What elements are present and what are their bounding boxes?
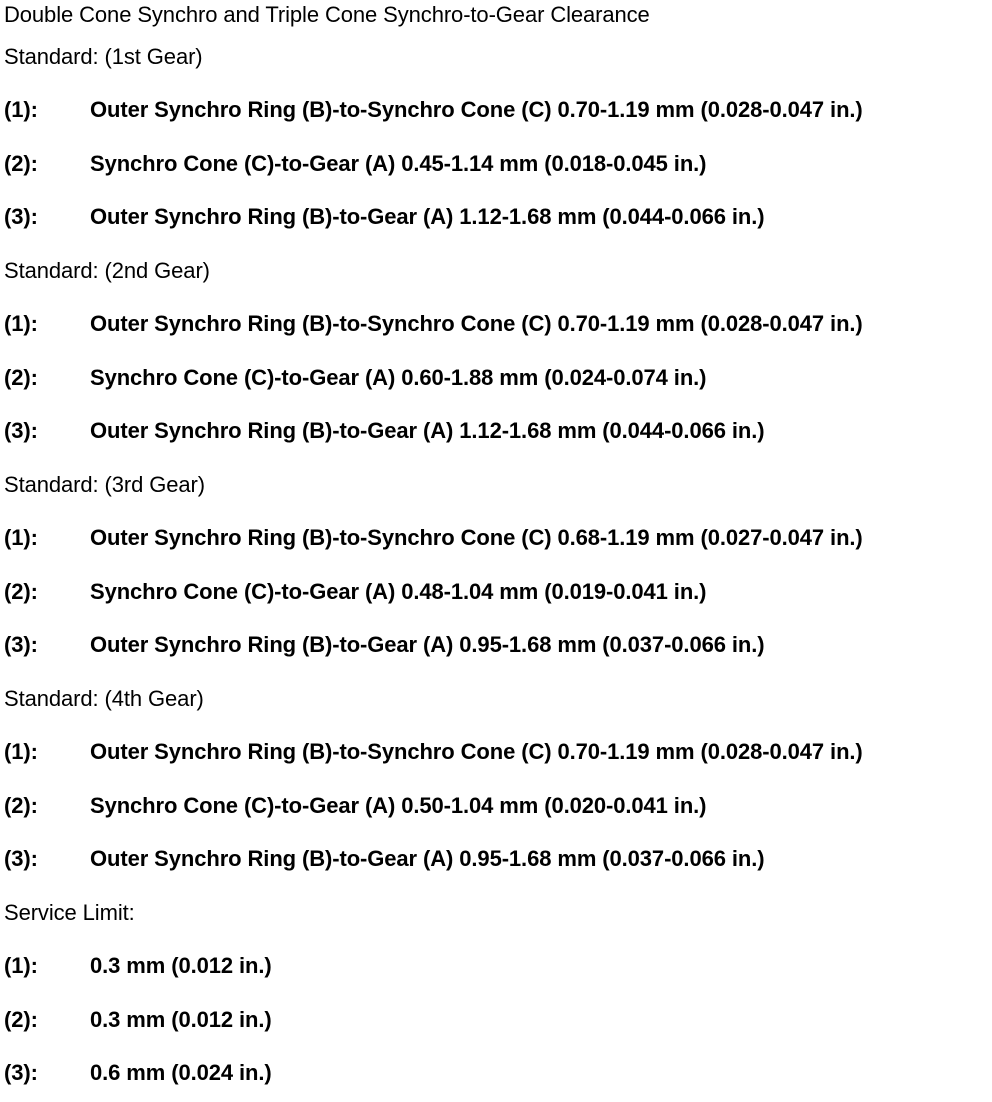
spec-item — [4, 565, 988, 619]
spec-item — [4, 512, 988, 566]
item-label: Synchro Cone (C)-to-Gear (A) — [90, 364, 396, 390]
item-label: Outer Synchro Ring (B)-to-Gear (A) — [90, 204, 454, 230]
item-value: 1.12-1.68 mm (0.044-0.066 in.) — [459, 204, 765, 230]
spec-item — [4, 298, 988, 352]
item-label: Outer Synchro Ring (B)-to-Gear (A) — [90, 418, 454, 444]
item-number: (1): — [4, 739, 38, 765]
item-number: (1): — [4, 953, 38, 979]
item-value: 0.48-1.04 mm (0.019-0.041 in.) — [401, 578, 707, 604]
spec-item — [4, 84, 988, 138]
item-number: (2): — [4, 150, 38, 176]
item-value: 0.60-1.88 mm (0.024-0.074 in.) — [401, 364, 707, 390]
item-number: (2): — [4, 364, 38, 390]
item-value: 1.12-1.68 mm (0.044-0.066 in.) — [459, 418, 765, 444]
item-value: 0.45-1.14 mm (0.018-0.045 in.) — [401, 150, 707, 176]
item-label: Outer Synchro Ring (B)-to-Synchro Cone (C) — [90, 739, 552, 765]
item-number: (3): — [4, 846, 38, 872]
section-heading-3rd-gear: Standard: (3rd Gear) — [4, 471, 205, 497]
item-label: Outer Synchro Ring (B)-to-Synchro Cone (C) — [90, 525, 552, 551]
item-label: Outer Synchro Ring (B)-to-Synchro Cone (C) — [90, 311, 552, 337]
section-heading-4th-gear: Standard: (4th Gear) — [4, 685, 204, 711]
item-value: 0.70-1.19 mm (0.028-0.047 in.) — [557, 97, 863, 123]
spec-item — [4, 726, 988, 780]
item-number: (2): — [4, 792, 38, 818]
spec-document — [4, 0, 988, 1100]
item-number: (1): — [4, 97, 38, 123]
item-number: (3): — [4, 632, 38, 658]
spec-item — [4, 940, 988, 994]
item-value: 0.68-1.19 mm (0.027-0.047 in.) — [557, 525, 863, 551]
item-number: (3): — [4, 204, 38, 230]
spec-item — [4, 405, 988, 459]
document-title: Double Cone Synchro and Triple Cone Synchro-to-Gear Clearance — [4, 2, 650, 27]
item-number: (1): — [4, 525, 38, 551]
spec-item — [4, 833, 988, 887]
spec-item — [4, 993, 988, 1047]
item-value: 0.50-1.04 mm (0.020-0.041 in.) — [401, 792, 707, 818]
spec-item — [4, 619, 988, 673]
item-number: (3): — [4, 418, 38, 444]
item-value: 0.3 mm (0.012 in.) — [90, 1006, 272, 1032]
item-number: (2): — [4, 578, 38, 604]
item-number: (3): — [4, 1060, 38, 1086]
item-value: 0.3 mm (0.012 in.) — [90, 953, 272, 979]
spec-item — [4, 351, 988, 405]
item-value: 0.6 mm (0.024 in.) — [90, 1060, 272, 1086]
section-heading-1st-gear: Standard: (1st Gear) — [4, 43, 203, 69]
item-value: 0.95-1.68 mm (0.037-0.066 in.) — [459, 632, 765, 658]
item-value: 0.95-1.68 mm (0.037-0.066 in.) — [459, 846, 765, 872]
item-number: (1): — [4, 311, 38, 337]
item-label: Outer Synchro Ring (B)-to-Gear (A) — [90, 846, 454, 872]
item-value: 0.70-1.19 mm (0.028-0.047 in.) — [557, 739, 863, 765]
spec-item — [4, 1047, 988, 1101]
spec-item — [4, 191, 988, 245]
item-label: Outer Synchro Ring (B)-to-Gear (A) — [90, 632, 454, 658]
item-label: Synchro Cone (C)-to-Gear (A) — [90, 150, 396, 176]
section-heading-service-limit: Service Limit: — [4, 899, 135, 925]
item-label: Synchro Cone (C)-to-Gear (A) — [90, 792, 396, 818]
item-label: Outer Synchro Ring (B)-to-Synchro Cone (C) — [90, 97, 552, 123]
section-heading-2nd-gear: Standard: (2nd Gear) — [4, 257, 210, 283]
item-label: Synchro Cone (C)-to-Gear (A) — [90, 578, 396, 604]
spec-item — [4, 779, 988, 833]
spec-item — [4, 137, 988, 191]
item-value: 0.70-1.19 mm (0.028-0.047 in.) — [557, 311, 863, 337]
item-number: (2): — [4, 1006, 38, 1032]
